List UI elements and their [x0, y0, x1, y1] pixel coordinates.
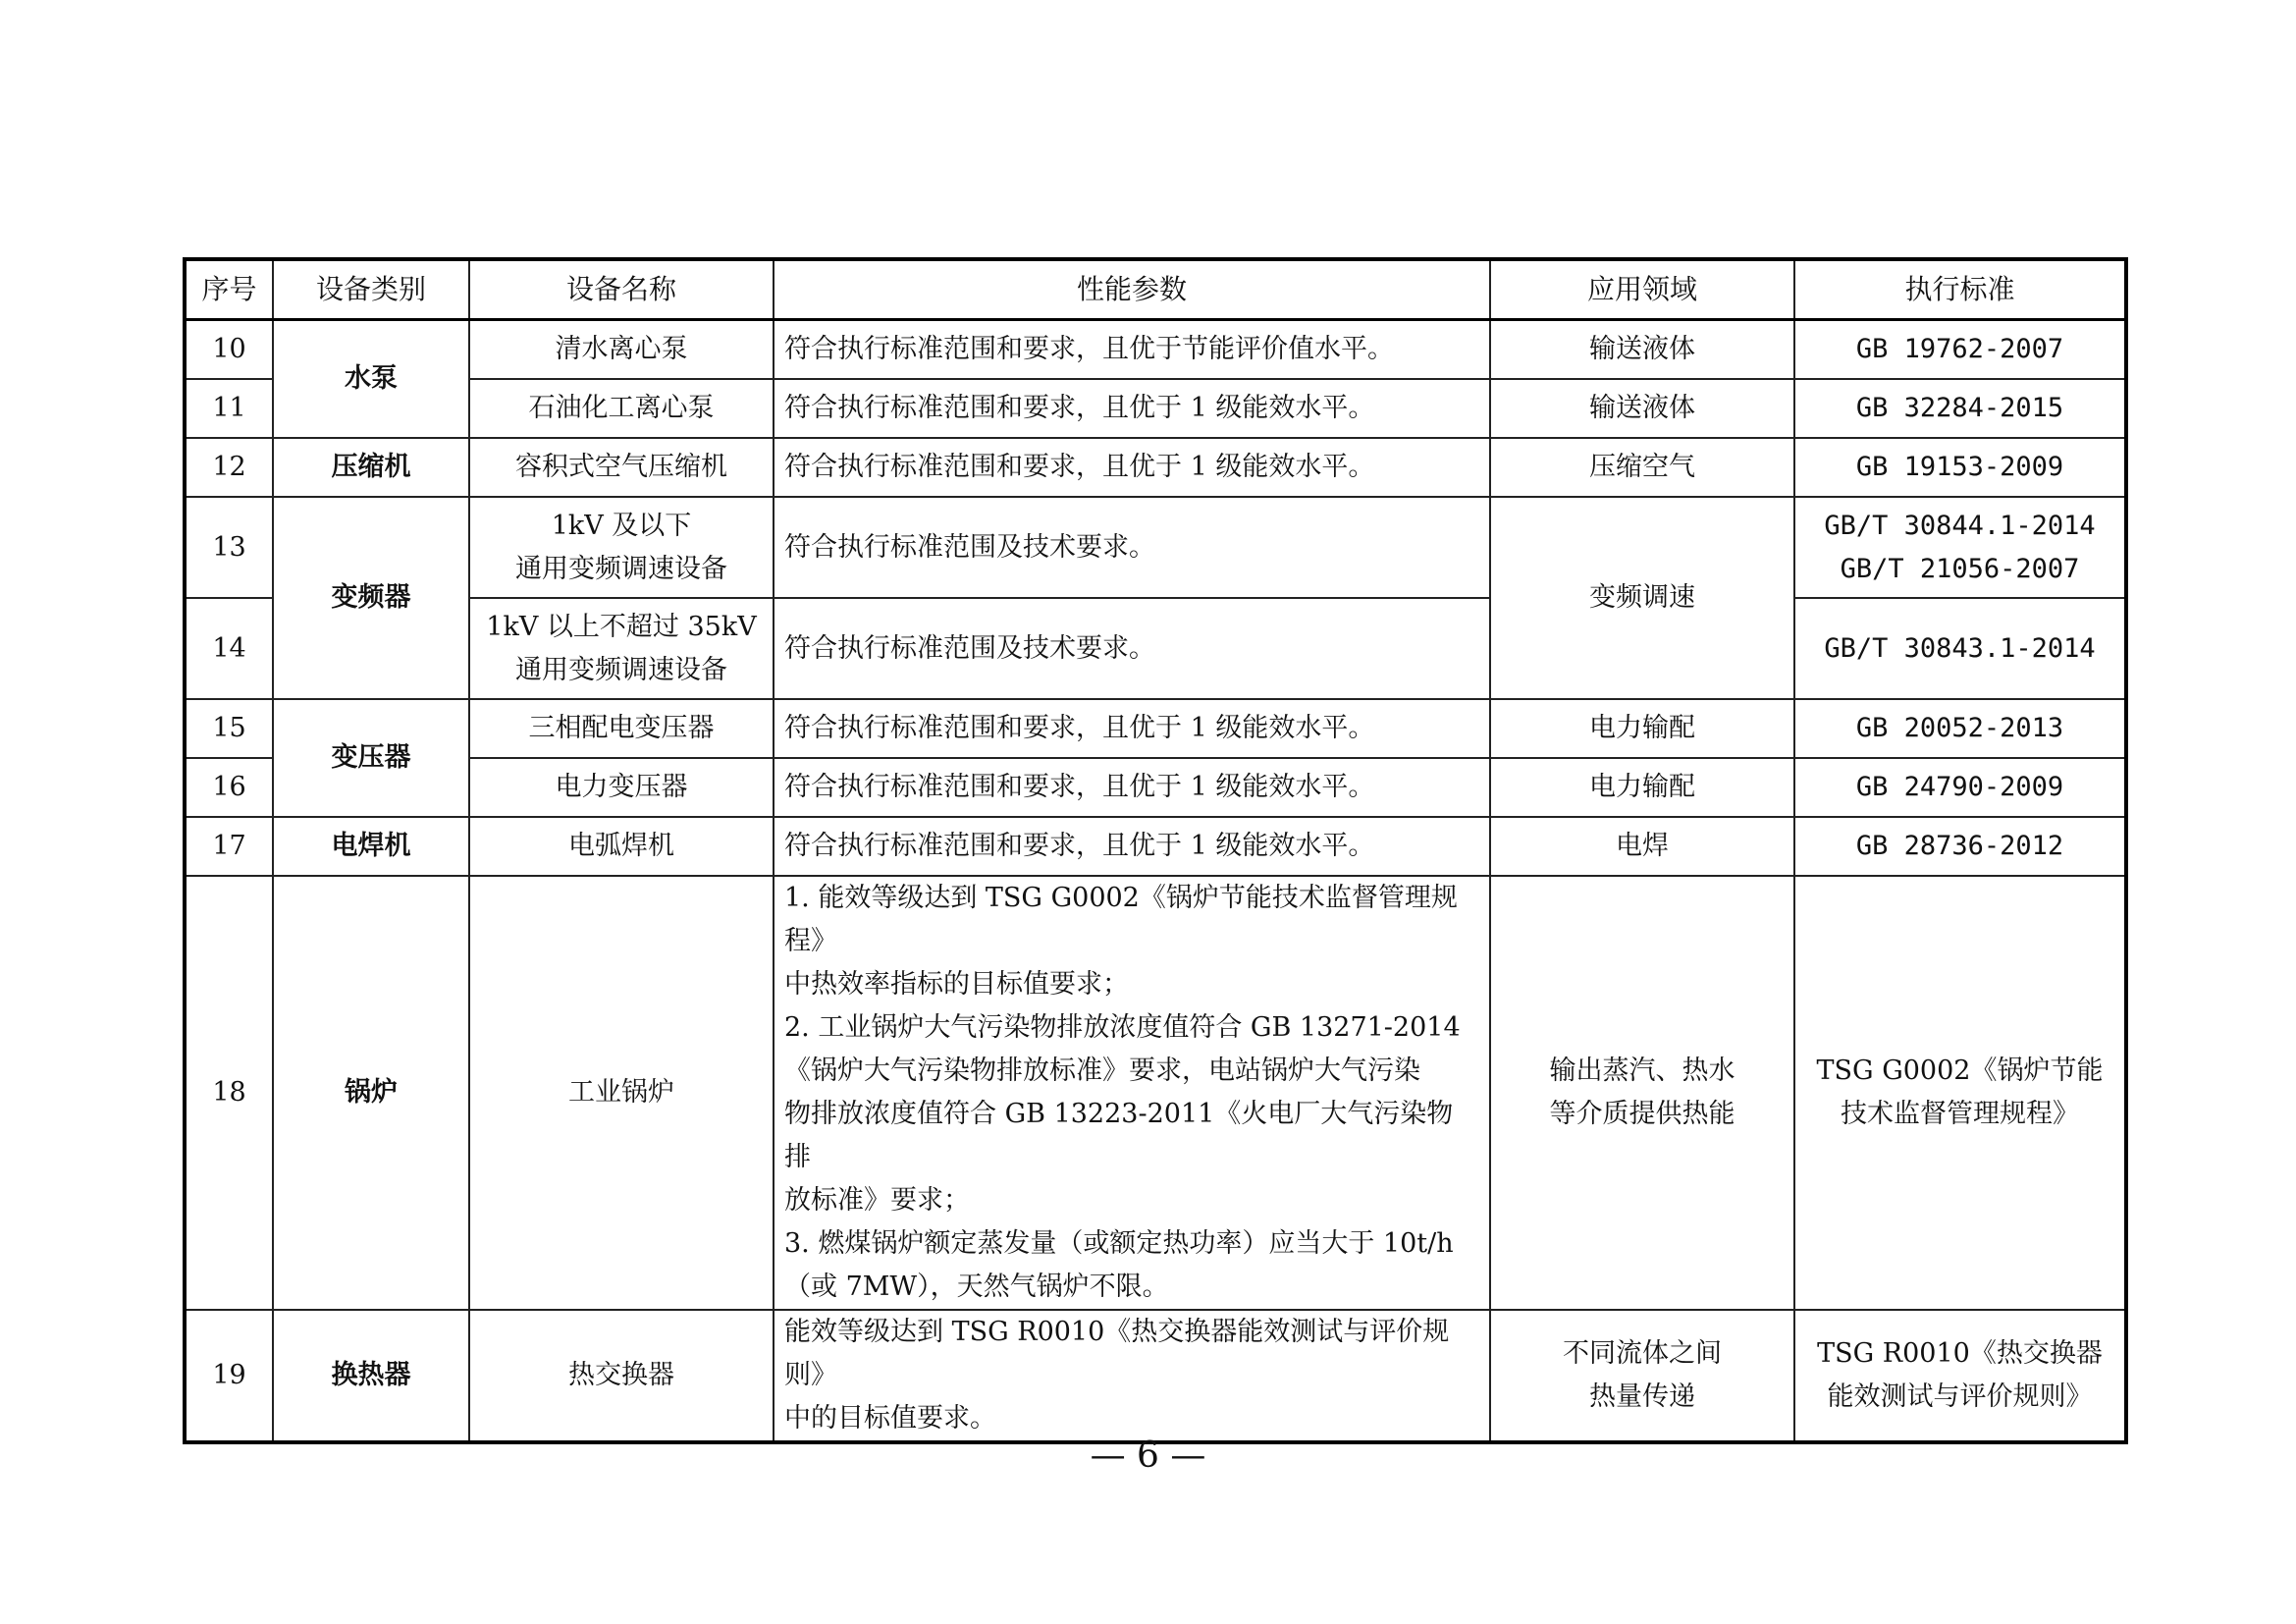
application-line: 不同流体之间 [1563, 1338, 1722, 1369]
cell-category: 锅炉 [273, 876, 469, 1310]
cell-standard [1794, 876, 2126, 1310]
cell-seq: 13 [185, 497, 273, 598]
name-line: 1kV 以上不超过 35kV [486, 611, 757, 642]
header-name: 设备名称 [469, 259, 774, 320]
cell-application: 压缩空气 [1490, 438, 1794, 497]
cell-application: 输送液体 [1490, 320, 1794, 380]
cell-standard: GB 32284-2015 [1794, 379, 2126, 438]
cell-application: 电焊 [1490, 817, 1794, 876]
standard-line: 能效测试与评价规则》 [1827, 1381, 2093, 1412]
cell-name: 清水离心泵 [469, 320, 774, 380]
table-row [185, 598, 2126, 699]
table-row [185, 497, 2126, 598]
performance-line: 中热效率指标的目标值要求； [784, 969, 1129, 1000]
standard-line: TSG G0002《锅炉节能 [1816, 1056, 2104, 1086]
table-header-row [185, 259, 2126, 320]
cell-performance: 符合执行标准范围和要求，且优于节能评价值水平。 [774, 320, 1490, 380]
performance-line: （或 7MW），天然气锅炉不限。 [784, 1272, 1169, 1302]
table-row [185, 876, 2126, 1310]
performance-line: 3. 燃煤锅炉额定蒸发量（或额定热功率）应当大于 10t/h [784, 1228, 1454, 1259]
cell-seq: 19 [185, 1310, 273, 1442]
cell-name: 三相配电变压器 [469, 699, 774, 758]
table-row [185, 1310, 2126, 1442]
cell-category: 压缩机 [273, 438, 469, 497]
cell-application: 变频调速 [1490, 497, 1794, 699]
header-category: 设备类别 [273, 259, 469, 320]
cell-application [1490, 1310, 1794, 1442]
cell-standard [1794, 1310, 2126, 1442]
cell-standard: GB 19762-2007 [1794, 320, 2126, 380]
cell-application [1490, 876, 1794, 1310]
standard-line: TSG R0010《热交换器 [1817, 1338, 2103, 1369]
standard-line: GB/T 30844.1-2014 [1824, 510, 2096, 541]
cell-performance: 符合执行标准范围及技术要求。 [774, 598, 1490, 699]
cell-application: 电力输配 [1490, 699, 1794, 758]
cell-standard: GB/T 30843.1-2014 [1794, 598, 2126, 699]
cell-performance: 符合执行标准范围和要求，且优于 1 级能效水平。 [774, 438, 1490, 497]
cell-seq: 18 [185, 876, 273, 1310]
performance-line: 放标准》要求； [784, 1185, 970, 1216]
cell-seq: 12 [185, 438, 273, 497]
cell-name: 热交换器 [469, 1310, 774, 1442]
cell-category: 换热器 [273, 1310, 469, 1442]
equipment-table [183, 257, 2128, 1444]
cell-seq: 15 [185, 699, 273, 758]
name-line: 通用变频调速设备 [515, 654, 727, 685]
cell-performance: 符合执行标准范围和要求，且优于 1 级能效水平。 [774, 817, 1490, 876]
cell-seq: 11 [185, 379, 273, 438]
cell-seq: 14 [185, 598, 273, 699]
application-line: 输出蒸汽、热水 [1549, 1056, 1735, 1086]
table-row [185, 758, 2126, 817]
cell-standard: GB 24790-2009 [1794, 758, 2126, 817]
cell-name: 电力变压器 [469, 758, 774, 817]
header-application: 应用领域 [1490, 259, 1794, 320]
cell-name: 电弧焊机 [469, 817, 774, 876]
table-row [185, 699, 2126, 758]
cell-category: 变频器 [273, 497, 469, 699]
performance-line: 中的目标值要求。 [784, 1403, 996, 1434]
cell-seq: 10 [185, 320, 273, 380]
cell-category: 水泵 [273, 320, 469, 439]
cell-seq: 17 [185, 817, 273, 876]
cell-standard [1794, 497, 2126, 598]
cell-performance: 符合执行标准范围和要求，且优于 1 级能效水平。 [774, 699, 1490, 758]
cell-name [469, 497, 774, 598]
header-standard: 执行标准 [1794, 259, 2126, 320]
cell-application: 电力输配 [1490, 758, 1794, 817]
cell-name: 石油化工离心泵 [469, 379, 774, 438]
cell-name: 工业锅炉 [469, 876, 774, 1310]
standard-line: GB/T 21056-2007 [1840, 553, 2080, 584]
performance-line: 能效等级达到 TSG R0010《热交换器能效测试与评价规则》 [784, 1317, 1450, 1390]
cell-application: 输送液体 [1490, 379, 1794, 438]
name-line: 1kV 及以下 [551, 510, 692, 541]
application-line: 热量传递 [1589, 1381, 1695, 1412]
header-performance: 性能参数 [774, 259, 1490, 320]
cell-performance [774, 876, 1490, 1310]
cell-performance: 符合执行标准范围和要求，且优于 1 级能效水平。 [774, 379, 1490, 438]
performance-line: 《锅炉大气污染物排放标准》要求，电站锅炉大气污染 [784, 1056, 1420, 1086]
table-row [185, 320, 2126, 380]
cell-performance: 符合执行标准范围及技术要求。 [774, 497, 1490, 598]
cell-standard: GB 19153-2009 [1794, 438, 2126, 497]
cell-name: 容积式空气压缩机 [469, 438, 774, 497]
cell-standard: GB 28736-2012 [1794, 817, 2126, 876]
name-line: 通用变频调速设备 [515, 553, 727, 584]
performance-line: 物排放浓度值符合 GB 13223-2011《火电厂大气污染物排 [784, 1099, 1454, 1172]
cell-performance [774, 1310, 1490, 1442]
table-row [185, 438, 2126, 497]
header-seq: 序号 [185, 259, 273, 320]
standard-line: 技术监督管理规程》 [1841, 1099, 2079, 1129]
table-row [185, 817, 2126, 876]
cell-category: 电焊机 [273, 817, 469, 876]
page-number: — 6 — [1090, 1435, 1206, 1476]
performance-line: 2. 工业锅炉大气污染物排放浓度值符合 GB 13271-2014 [784, 1012, 1461, 1043]
application-line: 等介质提供热能 [1549, 1099, 1735, 1129]
cell-name [469, 598, 774, 699]
cell-standard: GB 20052-2013 [1794, 699, 2126, 758]
cell-category: 变压器 [273, 699, 469, 817]
cell-performance: 符合执行标准范围和要求，且优于 1 级能效水平。 [774, 758, 1490, 817]
table-row [185, 379, 2126, 438]
cell-seq: 16 [185, 758, 273, 817]
performance-line: 1. 能效等级达到 TSG G0002《锅炉节能技术监督管理规程》 [784, 883, 1458, 956]
